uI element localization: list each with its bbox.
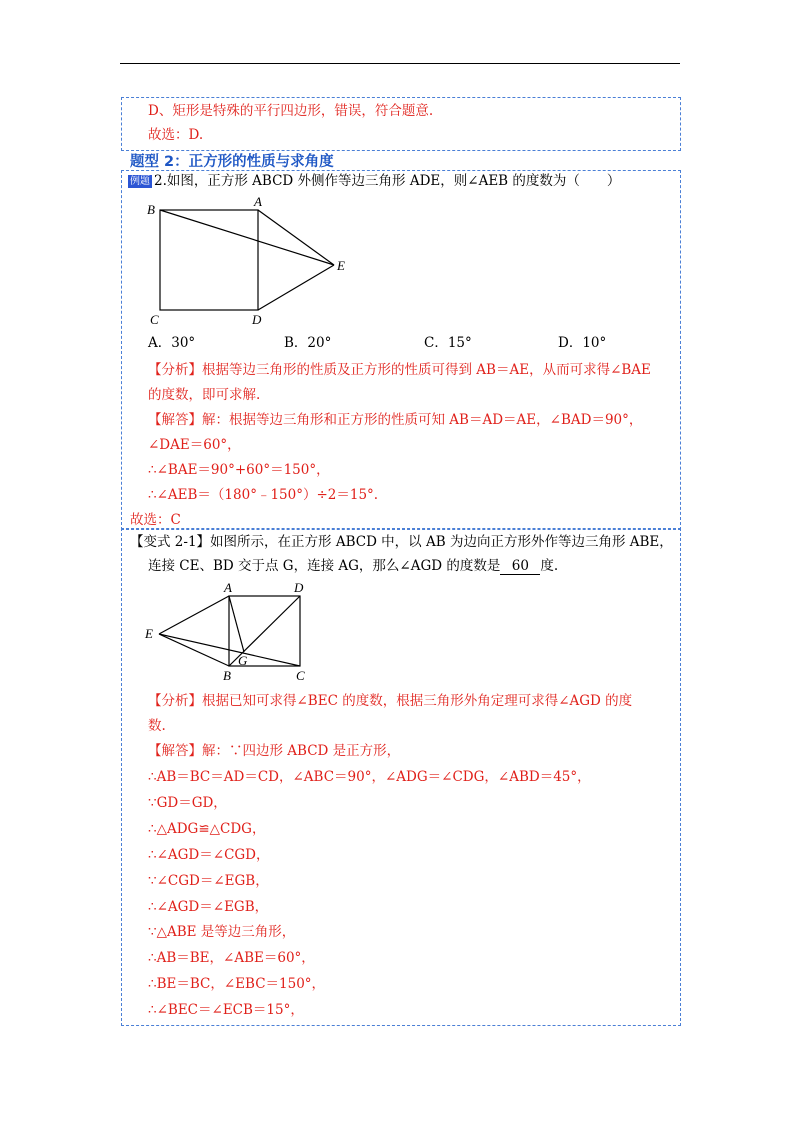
example-question (128, 172, 620, 190)
variant-step: ∴AB＝BE，∠ABE＝60°， (148, 950, 315, 966)
variant-step: ∵△ABE 是等边三角形， (148, 924, 296, 940)
segment-be (160, 210, 334, 265)
label-b: B (147, 202, 155, 217)
label2-b: B (223, 668, 231, 682)
previous-choose-line: 故选：D. (148, 127, 204, 143)
label2-d: D (294, 580, 304, 595)
solution-line-1: 【解答】解：根据等边三角形和正方形的性质可知 AB＝AD＝AE，∠BAD＝90°， (148, 412, 643, 428)
variant-step: ∴AB＝BC＝AD＝CD，∠ABC＝90°，∠ADG＝∠CDG，∠ABD＝45°， (148, 769, 591, 785)
option-c: C．15° (424, 335, 472, 351)
solution-line-4: ∴∠AEB＝（180°﹣150°）÷2＝15°. (148, 487, 379, 503)
section-title: 题型 2：正方形的性质与求角度 (130, 154, 334, 170)
example-badge: 例题 (130, 176, 150, 187)
label-d: D (252, 312, 262, 327)
answer-blank: 60 (500, 559, 540, 575)
figure-square-equilateral (140, 192, 370, 332)
variant-step: ∵GD＝GD， (148, 795, 227, 811)
analysis-line-2: 的度数，即可求解. (148, 387, 261, 403)
segment-de (258, 265, 334, 310)
label2-g: G (238, 653, 248, 668)
label-c: C (150, 312, 159, 327)
variant-analysis-2: 数. (148, 718, 166, 734)
figure-square-triangle-g (140, 578, 320, 682)
option-b: B．20° (284, 335, 332, 351)
variant-step: ∵∠CGD＝∠EGB， (148, 873, 269, 889)
variant-step: ∴∠AGD＝∠CGD， (148, 847, 270, 863)
segment-ea (159, 596, 229, 634)
variant-line-1: 【变式 2-1】如图所示，在正方形 ABCD 中，以 AB 为边向正方形外作等边三角形 ABE， (130, 534, 673, 550)
variant-line-2 (148, 557, 558, 575)
label2-a: A (224, 580, 232, 595)
variant-question-tail: 度. (540, 558, 559, 574)
variant-question-text: 连接 CE、BD 交于点 G，连接 AG，那么∠AGD 的度数是 (148, 558, 501, 574)
variant-analysis-1: 【分析】根据已知可求得∠BEC 的度数，根据三角形外角定理可求得∠AGD 的度 (148, 693, 633, 709)
question-text: 2.如图，正方形 ABCD 外侧作等边三角形 ADE，则∠AEB 的度数为（ ） (154, 173, 621, 189)
segment-eb (159, 634, 229, 666)
label2-e: E (145, 626, 153, 641)
label-e: E (337, 258, 345, 273)
variant-step: ∴△ADG≌△CDG， (148, 821, 266, 837)
segment-ag (229, 596, 244, 652)
variant-step: ∴BE＝BC，∠EBC＝150°， (148, 976, 326, 992)
analysis-line-1: 【分析】根据等边三角形的性质及正方形的性质可得到 AB＝AE，从而可求得∠BAE (148, 362, 651, 378)
label2-c: C (296, 668, 305, 682)
variant-step: 【解答】解：∵四边形 ABCD 是正方形， (148, 743, 401, 759)
option-a: A．30° (148, 335, 196, 351)
solution-line-2: ∠DAE＝60°， (148, 437, 241, 453)
solution-line-3: ∴∠BAE＝90°+60°＝150°， (148, 462, 330, 478)
segment-ae (258, 210, 334, 265)
variant-step: ∴∠BEC＝∠ECB＝15°， (148, 1002, 304, 1018)
option-d: D．10° (558, 335, 607, 351)
header-rule (120, 63, 680, 64)
previous-solution-line: D、矩形是特殊的平行四边形，错误，符合题意. (148, 103, 434, 119)
label-a: A (254, 194, 262, 209)
variant-step: ∴∠AGD＝∠EGB， (148, 899, 269, 915)
choose-line: 故选：C (130, 512, 181, 528)
